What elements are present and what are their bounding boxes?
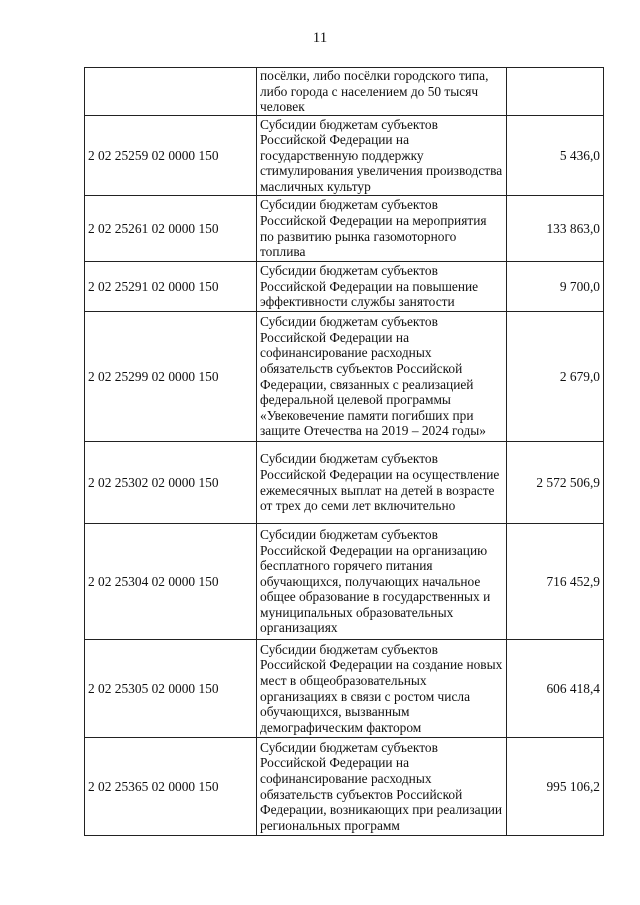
description-cell: Субсидии бюджетам субъектов Российской Федерации на мероприятия по развитию рынка газомоторного топлива [257,196,507,262]
table-row [85,262,604,312]
amount-cell [507,68,604,116]
description-cell: Субсидии бюджетам субъектов Российской Федерации на софинансирование расходных обязательств субъектов Российской Федерации, связанных с реализацией федеральной целевой программы «Увековечение памяти погибших при защите Отечества на 2019 – 2024 годы» [257,312,507,442]
code-cell: 2 02 25299 02 0000 150 [85,312,257,442]
amount-cell: 995 106,2 [507,738,604,836]
budget-table [84,67,604,836]
amount-cell: 606 418,4 [507,640,604,738]
description-cell: Субсидии бюджетам субъектов Российской Федерации на софинансирование расходных обязательств субъектов Российской Федерации, возникающих при реализации региональных программ [257,738,507,836]
code-cell: 2 02 25304 02 0000 150 [85,524,257,640]
table-row [85,640,604,738]
code-cell: 2 02 25261 02 0000 150 [85,196,257,262]
amount-cell: 2 572 506,9 [507,442,604,524]
table-row [85,524,604,640]
amount-cell: 5 436,0 [507,116,604,196]
code-cell: 2 02 25291 02 0000 150 [85,262,257,312]
table-row [85,68,604,116]
table-row [85,196,604,262]
description-cell: Субсидии бюджетам субъектов Российской Федерации на повышение эффективности службы занятости [257,262,507,312]
code-cell: 2 02 25302 02 0000 150 [85,442,257,524]
code-cell: 2 02 25259 02 0000 150 [85,116,257,196]
table-row [85,312,604,442]
table-row [85,738,604,836]
amount-cell: 133 863,0 [507,196,604,262]
table-row [85,442,604,524]
amount-cell: 2 679,0 [507,312,604,442]
description-cell: Субсидии бюджетам субъектов Российской Федерации на государственную поддержку стимулирования увеличения производства масличных культур [257,116,507,196]
code-cell: 2 02 25365 02 0000 150 [85,738,257,836]
code-cell: 2 02 25305 02 0000 150 [85,640,257,738]
description-cell: Субсидии бюджетам субъектов Российской Федерации на организацию бесплатного горячего питания обучающихся, получающих начальное общее образование в государственных и муниципальных образовательных организациях [257,524,507,640]
description-cell: посёлки, либо посёлки городского типа, либо города с населением до 50 тысяч человек [257,68,507,116]
description-cell: Субсидии бюджетам субъектов Российской Федерации на осуществление ежемесячных выплат на детей в возрасте от трех до семи лет включительно [257,442,507,524]
page-number: 11 [312,30,328,46]
table-row [85,116,604,196]
amount-cell: 9 700,0 [507,262,604,312]
description-cell: Субсидии бюджетам субъектов Российской Федерации на создание новых мест в общеобразовательных организациях в связи с ростом числа обучающихся, вызванным демографическим фактором [257,640,507,738]
amount-cell: 716 452,9 [507,524,604,640]
code-cell [85,68,257,116]
